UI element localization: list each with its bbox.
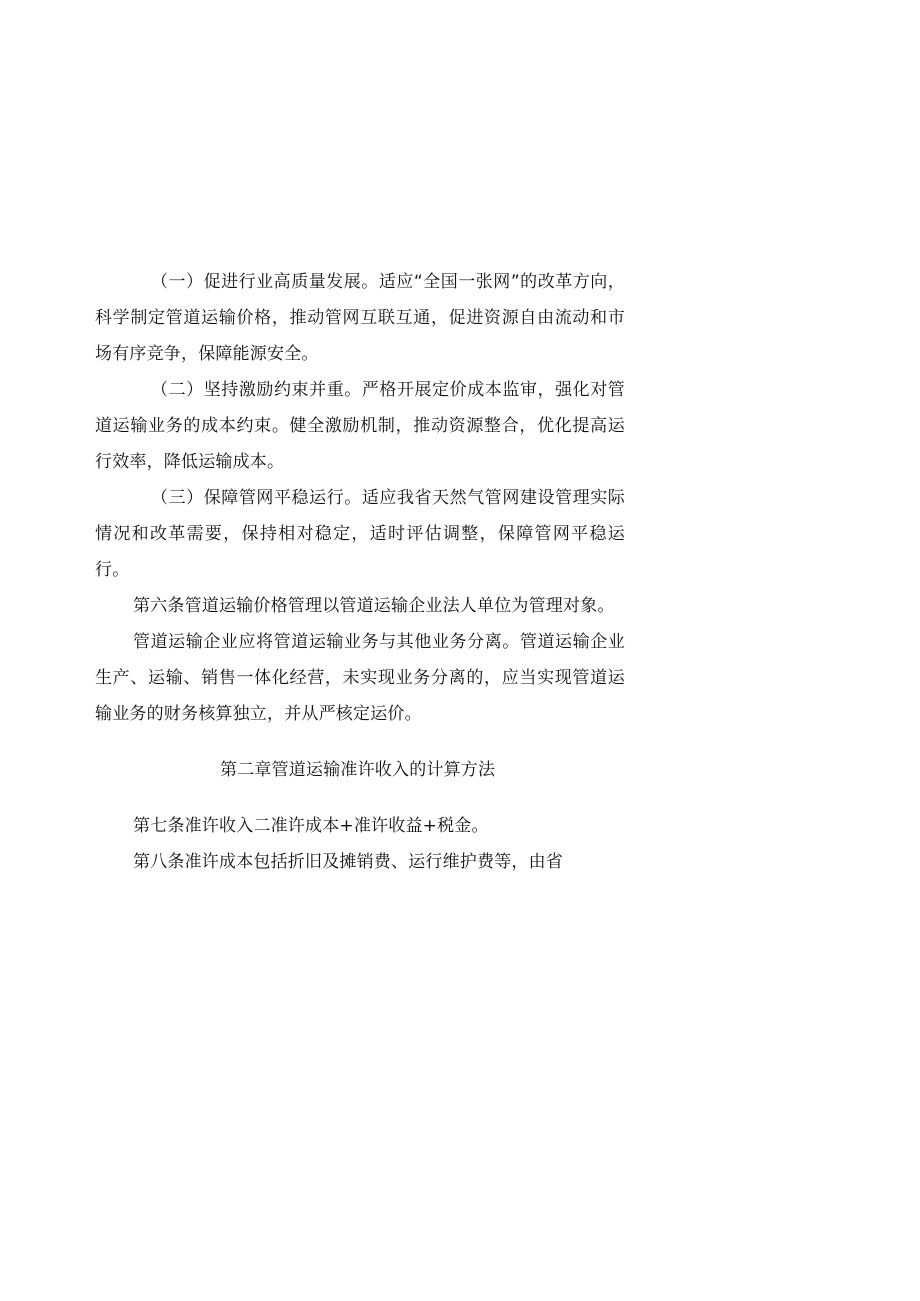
paragraph-principle-1: （一）促进行业高质量发展。适应“全国一张网”的改革方向，科学制定管道运输价格，推动管网互联互通，促进资源自由流动和市场有序竞争，保障能源安全。 <box>95 272 625 364</box>
document-body <box>95 264 625 880</box>
chapter-heading: 第二章管道运输准许收入的计算方法 <box>220 760 496 780</box>
paragraph-principle-3: （三）保障管网平稳运行。适应我省天然气管网建设管理实际情况和改革需要，保持相对稳定，适时评估调整，保障管网平稳运行。 <box>95 488 625 580</box>
paragraph-article-8: 第八条准许成本包括折旧及摊销费、运行维护费等，由省 <box>133 852 563 872</box>
paragraph-business-separation: 管道运输企业应将管道运输业务与其他业务分离。管道运输企业生产、运输、销售一体化经营，未实现业务分离的，应当实现管道运输业务的财务核算独立，并从严核定运价。 <box>95 632 625 724</box>
paragraph-article-6: 第六条管道运输价格管理以管道运输企业法人单位为管理对象。 <box>133 596 615 616</box>
paragraph-principle-2: （二）坚持激励约束并重。严格开展定价成本监审，强化对管道运输业务的成本约束。健全激励机制，推动资源整合，优化提高运行效率，降低运输成本。 <box>95 380 625 472</box>
paragraph-article-7: 第七条准许收入二准许成本+准许收益+税金。 <box>133 816 489 836</box>
